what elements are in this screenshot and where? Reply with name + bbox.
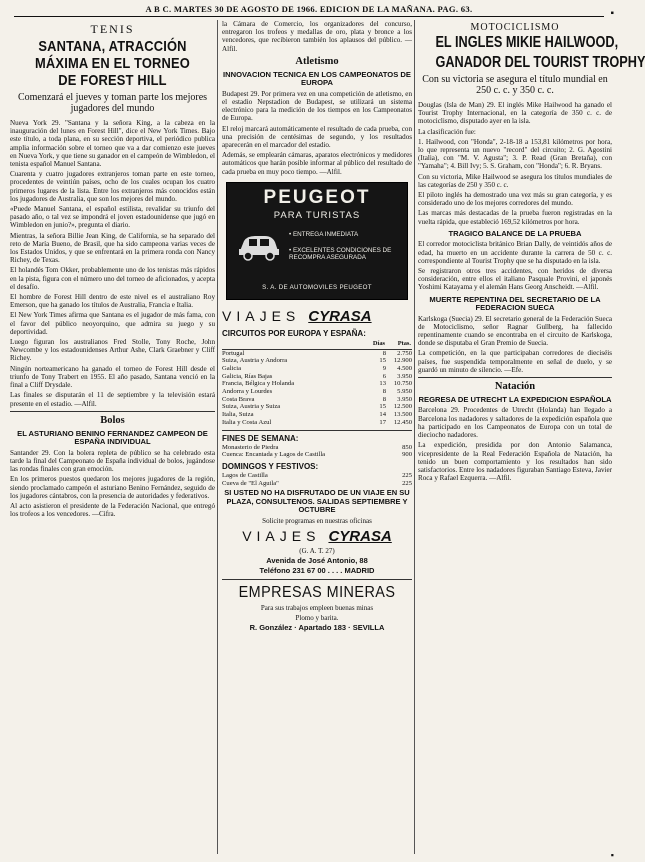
article-paragraph: Se registraron otros tres accidentes, con heridos de diversa consideración, entre ellos el italiano Pasquale Provini, el japonés Yoshimi Katayama y el alemán Hans Georg Anscheidt. —Alfil. <box>418 266 612 292</box>
headline-natacion: REGRESA DE UTRECHT LA EXPEDICION ESPAÑOLA <box>418 394 612 404</box>
article-paragraph: Luego figuran los australianos Fred Stolle, Tony Roche, John Newcombe y los estadounidenses Arthur Ashe, Clark Graebner y Cliff Richey. <box>10 338 215 363</box>
route-name: Italia y Costa Azul <box>222 418 272 426</box>
viajes-cyrasa-footer <box>222 528 412 545</box>
route-name: Suiza, Austria y Suiza <box>222 403 281 411</box>
route-days: 14 <box>379 411 386 419</box>
route-price: 12.900 <box>393 357 412 365</box>
route-name: Andorra y Lourdes <box>222 388 273 396</box>
empresas-line: Para sus trabajos empleen buenas minas <box>260 603 374 612</box>
table-row <box>222 388 412 396</box>
article-paragraph: El holandés Tom Okker, probablemente uno de los tenistas más rápidos en la pista, figura con el número uno del torneo de aficionados, y acepta el desafío. <box>10 266 215 291</box>
article-paragraph: Además, se emplearán cámaras, aparatos electrónicos y medidores automáticos que harán posible informar al público del resultado de cada prueba en muy poco tiempo. —Alfil. <box>222 151 412 176</box>
masthead: A B C. MARTES 30 DE AGOSTO DE 1966. EDICION DE LA MAÑANA. PAG. 63. <box>145 4 473 14</box>
table-row <box>222 411 412 419</box>
section-natacion: Natación <box>494 380 536 392</box>
empresas-line: Plomo y barita. <box>295 613 339 622</box>
route-price: 3.950 <box>397 395 412 403</box>
peugeot-bullet: • ENTREGA INMEDIATA <box>289 230 359 238</box>
viajes-address: Avenida de José Antonio, 88 <box>266 555 368 565</box>
table-row <box>222 444 412 452</box>
route-name: Portugal <box>222 349 245 357</box>
table-row <box>222 396 412 404</box>
peugeot-bullet: • EXCELENTES CONDICIONES DE RECOMPRA ASEGURADA <box>289 246 392 261</box>
route-name: Cuenca: Encantada y Lagos de Castilla <box>222 451 326 459</box>
route-days: 9 <box>382 364 386 372</box>
viajes-solicite: Solicite programas en nuestras oficinas <box>262 516 372 525</box>
table-row <box>222 480 412 488</box>
route-name: Cueva de "El Aguila" <box>222 479 279 487</box>
peugeot-bullet-text: ENTREGA INMEDIATA <box>292 230 359 238</box>
route-name: Lagos de Castilla <box>222 471 268 479</box>
article-paragraph: El reloj marcará automáticamente el resultado de cada prueba, con una precisión de centésimas de segundo, y los resultados aparecerán en el marcador del estadio. <box>222 124 412 150</box>
deck-tenis: Comenzará el jueves y toman parte los mejores jugadores del mundo <box>17 92 208 114</box>
headline-atletismo: INNOVACION TECNICA EN LOS CAMPEONATOS DE EUROPA <box>223 69 411 88</box>
route-price: 225 <box>402 479 412 487</box>
route-name: Suiza, Austria y Andorra <box>222 357 288 365</box>
peugeot-brand: PEUGEOT <box>263 186 371 208</box>
divider <box>222 430 412 431</box>
section-atletismo: Atletismo <box>295 55 339 67</box>
deck-moto: Con su victoria se asegura el título mundial en 250 c. c. y 350 c. c. <box>422 74 608 96</box>
peugeot-bullet-text: EXCELENTES CONDICIONES DE RECOMPRA ASEGURADA <box>289 246 392 261</box>
column-tenis <box>10 20 215 856</box>
peugeot-dealer: S. A. DE AUTOMOVILES PEUGEOT <box>262 283 372 291</box>
domingos-table <box>222 472 412 487</box>
headline-hailwood: GANADOR DEL TOURIST TROPHY <box>435 54 645 71</box>
section-kicker-tenis: TENIS <box>90 22 135 36</box>
route-days: 8 <box>382 388 386 396</box>
headline-santana: SANTANA, ATRACCIÓN MÁXIMA EN EL TORNEO DE FOREST HILL <box>35 38 190 89</box>
table-row <box>222 373 412 381</box>
route-days: 8 <box>382 395 386 403</box>
section-kicker-moto: MOTOCICLISMO <box>470 22 560 33</box>
article-paragraph: Santander 29. Con la bolera repleta de público se ha celebrado esta tarde la final del Campeonato de España individual de bolos, jugándose las rondas finales con gran emoción. <box>10 448 215 474</box>
table-row <box>222 472 412 480</box>
route-price: 10.750 <box>393 380 412 388</box>
route-days: 15 <box>379 357 386 365</box>
article-paragraph: El hombre de Forest Hill dentro de este nivel es el australiano Roy Emerson, que ha ganado los títulos de Australia, Francia e Italia. <box>10 293 215 310</box>
route-price: 2.750 <box>397 349 412 357</box>
route-days: 17 <box>379 418 386 426</box>
headline-muerte: MUERTE REPENTINA DEL SECRETARIO DE LA FEDERACION SUECA <box>429 294 601 313</box>
route-name: Galicia <box>222 364 242 372</box>
route-price: 225 <box>402 471 412 479</box>
article-paragraph: Al acto asistieron el presidente de la Federación Nacional, que entregó los trofeos a los vencedores. —Cifra. <box>10 501 215 519</box>
route-price: 900 <box>402 451 412 459</box>
cyrasa-logo: CYRASA <box>308 307 372 325</box>
article-paragraph: La competición, en la que participaban corredores de dieciséis países, fue suspendida temporalmente en señal de duelo, y se guardó un minuto de silencio. —Efe. <box>418 349 612 374</box>
circuitos-table <box>222 339 412 427</box>
article-paragraph: Karlskoga (Suecia) 29. El secretario general de la Federación Sueca de Motociclismo, señor Ragnar Gullberg, ha fallecido repentinamente cuando se encontraba en el circuito de Karlskoga, donde se disputaba el Gran Premio de Suecia. <box>418 314 612 348</box>
column-rule <box>414 20 415 854</box>
viajes-cyrasa-header <box>222 308 412 325</box>
peugeot-tagline: PARA TURISTAS <box>273 209 361 221</box>
table-row <box>222 403 412 411</box>
route-price: 5.950 <box>397 388 412 396</box>
headline-hailwood: EL INGLES MIKIE HAILWOOD, <box>435 34 619 51</box>
circuitos-title: CIRCUITOS POR EUROPA Y ESPAÑA: <box>222 328 366 338</box>
table-row <box>222 365 412 373</box>
route-price: 850 <box>402 443 412 451</box>
column-center <box>222 20 412 856</box>
article-paragraph: Cuarenta y cuatro jugadores extranjeros toman parte en este torneo, procedentes de veintiún países, ocho de los cuales ocupan los cuatro primeros lugares de la lista. Entre los extranjeros más conocidos están los jugadores de Australia, que son los mejores del mundo. <box>10 170 215 203</box>
article-paragraph: Con su victoria, Mike Hailwood se asegura los títulos mundiales de las categorías de 250 y 350 c. c. <box>418 172 612 189</box>
table-row <box>222 419 412 427</box>
article-paragraph: «Puede Manuel Santana, el español estilista, revalidar su triunfo del pasado año, o tal vez se impondrá el joven estadounidense que jugó en Wimbledon en junio?», pregunta el diario. <box>10 205 215 230</box>
col-header <box>222 339 366 349</box>
route-price: 3.950 <box>397 372 412 380</box>
cyrasa-logo: CYRASA <box>328 527 392 545</box>
article-paragraph: La clasificación fue: <box>418 127 476 136</box>
divider <box>418 377 612 378</box>
route-days: 8 <box>382 349 386 357</box>
route-price: 12.450 <box>393 418 412 426</box>
route-name: Costa Brava <box>222 395 255 403</box>
article-paragraph: La expedición, presidida por don Antonio Salamanca, vicepresidente de la Real Federación Española de Natación, ha tenido un buen comportamiento y los resultados han sido satisfactorios. Entre los nadadores figuraban Santiago Esteva, Javier Roca y Rafael Ezquerra. —Alfil. <box>418 441 612 483</box>
finde-table <box>222 444 412 459</box>
article-paragraph: Barcelona 29. Procedentes de Utrecht (Holanda) han llegado a Barcelona los nadadores y saltadores de la expedición española que ha participado en los Campeonatos de Europa con un total de dieciocho nadadores. <box>418 406 612 440</box>
table-row <box>222 357 412 365</box>
route-name: Monasterio de Piedra <box>222 443 279 451</box>
column-rule <box>217 20 218 854</box>
viajes-phone: Teléfono 231 67 00 . . . . MADRID <box>259 566 375 576</box>
route-days: 6 <box>382 372 386 380</box>
headline-bolos: EL ASTURIANO BENINO FERNANDEZ CAMPEON DE ESPAÑA INDIVIDUAL <box>17 428 208 447</box>
col-header-ptas: Ptas. <box>386 339 412 349</box>
article-paragraph: Mientras, la señora Billie Jean King, de California, se ha separado del reto de María Bueno, de Brasil, que ha sido campeona varias veces de los Estados Unidos, y que se enfrentará en la primera ronda con Nancy Richey, de Texas. <box>10 231 215 265</box>
article-paragraph: Las finales se disputarán el 11 de septiembre y la televisión estará presente en el estadio. —Alfil. <box>10 391 215 408</box>
article-paragraph: El piloto inglés ha demostrado una vez más su gran categoría, y es considerado uno de los mejores corredores del mundo. <box>418 191 612 208</box>
empresas-title: EMPRESAS MINERAS <box>238 583 396 601</box>
col-header-dias: Días <box>366 339 386 349</box>
viajes-notice: SI USTED NO HA DISFRUTADO DE UN VIAJE EN SU PLAZA, CONSULTENOS. SALIDAS SEPTIEMBRE Y OCTUBRE <box>224 488 410 515</box>
article-paragraph: Budapest 29. Por primera vez en una competición de atletismo, en el estadio Nepstadion de Budapest, se utilizará un sistema electrónico para la medición de los tiempos en los Campeonatos de Europa. <box>222 89 412 123</box>
article-paragraph: Ningún norteamericano ha ganado el torneo de Forest Hill desde el triunfo de Tony Trabert en 1955. El año pasado, Santana venció en la final a Cliff Drysdale. <box>10 364 215 390</box>
domingos-title: DOMINGOS Y FESTIVOS: <box>222 461 319 471</box>
car-icon <box>237 227 281 261</box>
empresas-contact: R. González · Apartado 183 · SEVILLA <box>249 622 385 632</box>
route-price: 4.500 <box>397 364 412 372</box>
peugeot-ad <box>226 182 408 300</box>
article-paragraph: Nueva York 29. "Santana y la señora King, a la cabeza en la inauguración del lunes en Forest Hill", dice el New York Times. Bajo este título, a toda plana, en su sección deportiva, el periódico publica amplia información sobre el torneo que va a dar comienzo este jueves en Nueva York, y que tiene su ganador en el campeón de Wimbledon, el tenista español Manuel Santana. <box>10 119 215 169</box>
article-paragraph: En los primeros puestos quedaron los mejores jugadores de la región, siendo proclamado campeón el asturiano Benino Fernández, seguido de los jugadores cántabros, con la presencia de autoridades y federativos. <box>10 475 215 500</box>
divider <box>222 579 412 580</box>
article-paragraph: El New York Times afirma que Santana es el jugador de más fama, con el favor del público neoyorquino, que admira su juego y su deportividad. <box>10 311 215 336</box>
divider <box>10 411 215 412</box>
article-paragraph: Las marcas más destacadas de la prueba fueron registradas en la vuelta rápida, que estableció 169,52 kilómetros por hora. <box>418 209 612 226</box>
headline-tragico: TRAGICO BALANCE DE LA PRUEBA <box>448 228 582 238</box>
masthead-rule <box>14 16 604 17</box>
margin-mark: ▪ <box>610 8 614 19</box>
article-paragraph: la Cámara de Comercio, los organizadores del concurso, entregaron los trofeos y medallas de oro, plata y bronce a los vencedores, que recibieron también los aplausos del público. —Alfil. <box>222 20 412 53</box>
column-motociclismo <box>418 20 645 856</box>
finde-title: FINES DE SEMANA: <box>222 433 299 443</box>
route-price: 12.500 <box>393 403 412 411</box>
viajes-word: VIAJES <box>222 308 301 325</box>
route-days: 15 <box>379 403 386 411</box>
viajes-word: VIAJES <box>242 528 321 545</box>
article-paragraph: Douglas (Isla de Man) 29. El inglés Mike Hailwood ha ganado el Tourist Trophy Internacional, en la categoría de 350 c. c. de motociclismo, disputado ayer en la isla. <box>418 101 612 126</box>
table-row <box>222 349 412 357</box>
margin-mark: ▪ <box>610 850 614 860</box>
route-name: Italia, Suiza <box>222 411 254 419</box>
viajes-gat: (G. A. T. 27) <box>299 546 335 555</box>
route-name: Francia, Bélgica y Holanda <box>222 380 295 388</box>
route-name: Galicia, Rías Bajas <box>222 372 273 380</box>
route-days: 13 <box>379 380 386 388</box>
section-bolos: Bolos <box>100 414 125 426</box>
table-row <box>222 380 412 388</box>
article-paragraph: 1. Hailwood, con "Honda", 2-18-18 a 153,81 kilómetros por hora, lo que representa un nuevo "record" del circuito; 2. G. Agostini (Italia), con "M. V. Agusta"; 3. P. Read (Gran Bretaña), con "Yamaha"; 4. Bill Ivy; 5. S. Graham, con "Honda"; 6. R. Bryans. <box>418 137 612 171</box>
article-paragraph: El corredor motociclista británico Brian Dally, de veintidós años de edad, ha muerto en un accidente durante la carrera de 50 c. c. correspondiente al Tourist Trophy que se ha disputado en la isla. <box>418 240 612 265</box>
table-row <box>222 451 412 459</box>
route-price: 13.500 <box>393 411 412 419</box>
